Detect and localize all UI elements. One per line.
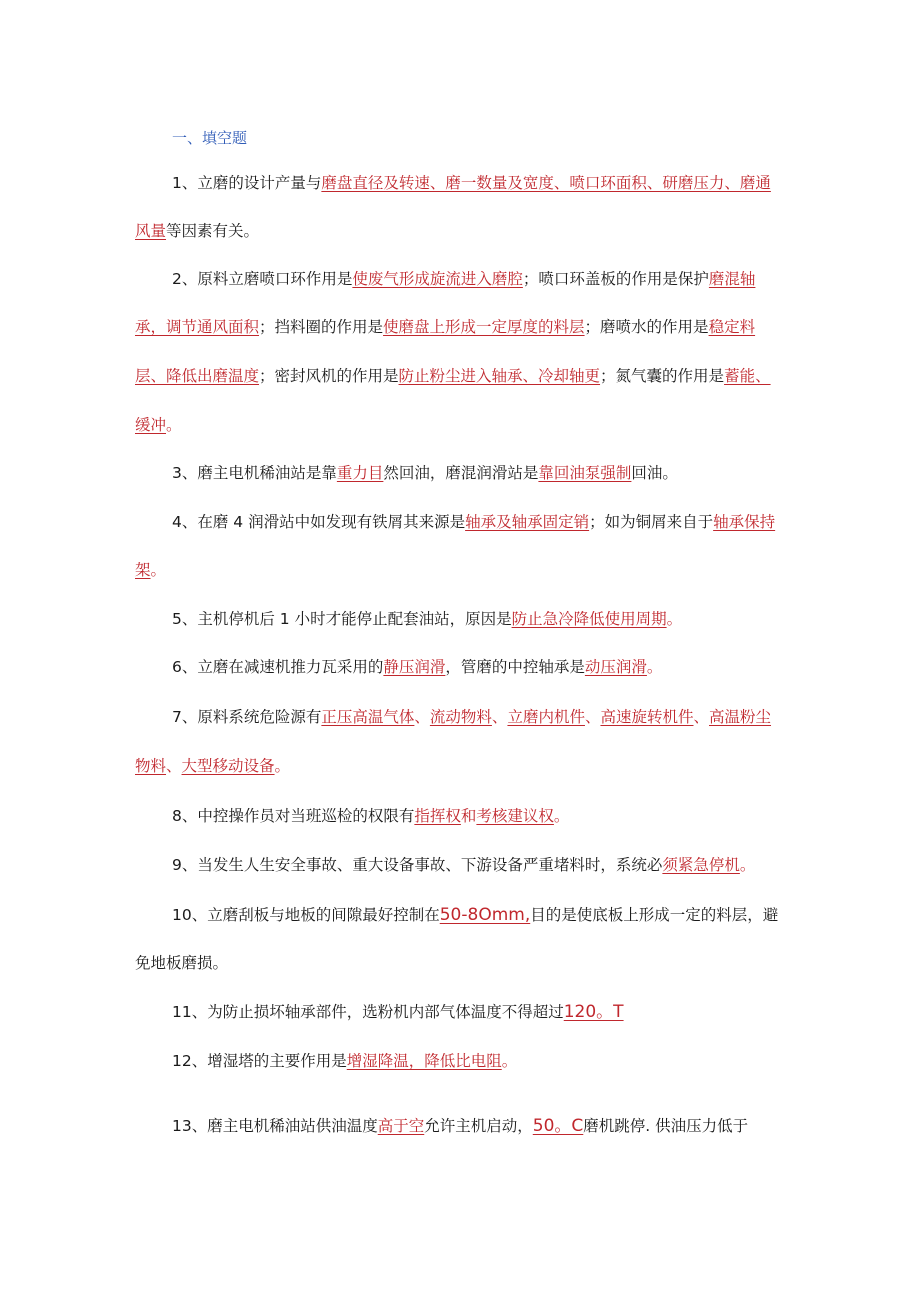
q12-answer: 增湿降温，降低比电阻 — [346, 1052, 502, 1070]
question-2-line-3 — [135, 365, 771, 387]
q7-sep-5: 、 — [166, 757, 182, 775]
question-8 — [172, 805, 569, 827]
q2-text-6: ；氮气囊的作用是 — [600, 367, 725, 385]
q8-text: 8、中控操作员对当班巡检的权限有 — [172, 807, 415, 825]
q13-text-3: 磨机跳停. 供油压力低于 — [583, 1117, 749, 1135]
q3-text-2: 然回油，磨混润滑站是 — [383, 464, 539, 482]
q3-answer-2: 靠回油泵强制 — [538, 464, 632, 482]
question-4-line-1 — [172, 511, 775, 533]
q6-text-2: ，管磨的中控轴承是 — [445, 658, 585, 676]
question-7-line-2 — [135, 755, 290, 777]
q1-text-end: 等因素有关。 — [166, 222, 260, 240]
q1-answer-cont: 风量 — [135, 222, 167, 240]
q7-answer-4: 高速旋转机件 — [600, 708, 694, 726]
q2-answer-4-cont: 层、降低出磨温度 — [135, 367, 260, 385]
q13-answer-2: 50。C — [532, 1116, 584, 1136]
question-2-line-1 — [172, 268, 755, 290]
q2-text: 2、原料立磨喷口环作用是 — [172, 270, 353, 288]
q6-answer-2: 动压润滑 — [584, 658, 647, 676]
q7-sep-2: 、 — [491, 708, 508, 726]
q4-answer-2-cont: 架 — [135, 561, 151, 579]
q2-text-5: ；密封风机的作用是 — [259, 367, 399, 385]
q12-end: 。 — [501, 1052, 518, 1070]
q2-answer-2-cont: 承，调节通风面积 — [135, 318, 260, 336]
q6-answer-1: 静压润滑 — [383, 658, 446, 676]
q7-answer-5-cont: 物料 — [135, 757, 167, 775]
question-1-line-1 — [172, 172, 771, 194]
q2-answer-1: 使废气形成旋流进入磨腔 — [352, 270, 523, 288]
question-6 — [172, 656, 662, 678]
question-3 — [172, 462, 678, 484]
question-12 — [172, 1050, 517, 1072]
q13-text-2: 允许主机启动， — [424, 1117, 533, 1135]
q10-text-end: 免地板磨损。 — [135, 954, 229, 972]
q2-end: 。 — [166, 416, 182, 434]
q7-sep-1: 、 — [414, 708, 430, 726]
q2-answer-6-cont: 缓冲 — [135, 416, 167, 434]
q10-text: 10、立磨刮板与地板的间隙最好控制在 — [172, 906, 440, 924]
q6-text: 6、立磨在减速机推力瓦采用的 — [172, 658, 384, 676]
q7-answer-2: 流动物料 — [429, 708, 492, 726]
q4-end: 。 — [150, 561, 167, 579]
question-5 — [172, 608, 682, 630]
q13-text: 13、磨主电机稀油站供油温度 — [172, 1117, 378, 1135]
q11-text: 11、为防止损坏轴承部件，选粉机内部气体温度不得超过 — [172, 1003, 564, 1021]
question-2-line-4 — [135, 414, 182, 436]
q5-text: 5、主机停机后 1 小时才能停止配套油站，原因是 — [172, 610, 512, 628]
q9-text: 9、当发生人生安全事故、重大设备事故、下游设备严重堵料时，系统必 — [172, 856, 663, 874]
q1-text: 1、立磨的设计产量与 — [172, 174, 322, 192]
q9-answer: 须紧急停机 — [662, 856, 740, 874]
question-4-line-2 — [135, 559, 166, 581]
q2-answer-5: 防止粉尘进入轴承、冷却轴更 — [398, 367, 601, 385]
q11-answer: 120。T — [563, 1002, 624, 1022]
q2-answer-2: 磨混轴 — [708, 270, 756, 288]
q8-answer-1: 指挥权 — [414, 807, 461, 825]
q9-end: 。 — [739, 856, 756, 874]
q7-sep-4: 、 — [693, 708, 709, 726]
question-7-line-1 — [172, 706, 771, 728]
section-title: 一、填空题 — [172, 129, 248, 147]
q13-answer-1: 高于空 — [377, 1117, 425, 1135]
question-13 — [172, 1115, 748, 1137]
q7-answer-5: 高温粉尘 — [709, 708, 772, 726]
q7-sep-3: 、 — [584, 708, 601, 726]
q6-end: 。 — [646, 658, 663, 676]
q3-text: 3、磨主电机稀油站是靠 — [172, 464, 337, 482]
q4-answer-2: 轴承保持 — [713, 513, 776, 531]
q7-end: 。 — [274, 757, 291, 775]
q1-answer: 磨盘直径及转速、磨一数量及宽度、喷口环面积、研磨压力、磨通 — [321, 174, 771, 192]
question-1-line-2 — [135, 220, 259, 242]
question-10-line-2 — [135, 952, 228, 974]
q7-answer-6: 大型移动设备 — [181, 757, 275, 775]
q3-text-3: 回油。 — [631, 464, 678, 482]
q5-end: 。 — [666, 610, 683, 628]
question-10-line-1 — [172, 904, 778, 926]
q10-text-2: 目的是使底板上形成一定的料层，避 — [530, 906, 779, 924]
question-9 — [172, 854, 755, 876]
q7-answer-1: 正压高温气体 — [321, 708, 415, 726]
q7-answer-3: 立磨内机件 — [507, 708, 585, 726]
q8-end: 。 — [553, 807, 570, 825]
q2-text-4: ；磨喷水的作用是 — [584, 318, 709, 336]
q8-and: 和 — [460, 807, 477, 825]
q2-answer-6: 蓄能、 — [724, 367, 771, 385]
q2-answer-4: 稳定料 — [708, 318, 756, 336]
q2-text-2: ；喷口环盖板的作用是保护 — [522, 270, 709, 288]
q7-text: 7、原料系统危险源有 — [172, 708, 322, 726]
q5-answer: 防止急冷降低使用周期 — [511, 610, 667, 628]
q4-answer-1: 轴承及轴承固定销 — [465, 513, 590, 531]
q12-text: 12、增湿塔的主要作用是 — [172, 1052, 347, 1070]
question-11 — [172, 1001, 624, 1023]
q10-answer: 50-8Omm, — [439, 905, 531, 925]
q2-text-3: ；挡料圈的作用是 — [259, 318, 384, 336]
question-2-line-2 — [135, 316, 755, 338]
q4-text: 4、在磨 4 润滑站中如发现有铁屑其来源是 — [172, 513, 466, 531]
q4-text-2: ；如为铜屑来自于 — [589, 513, 714, 531]
q8-answer-2: 考核建议权 — [476, 807, 554, 825]
q3-answer-1: 重力目 — [336, 464, 384, 482]
q2-answer-3: 使磨盘上形成一定厚度的料层 — [383, 318, 585, 336]
